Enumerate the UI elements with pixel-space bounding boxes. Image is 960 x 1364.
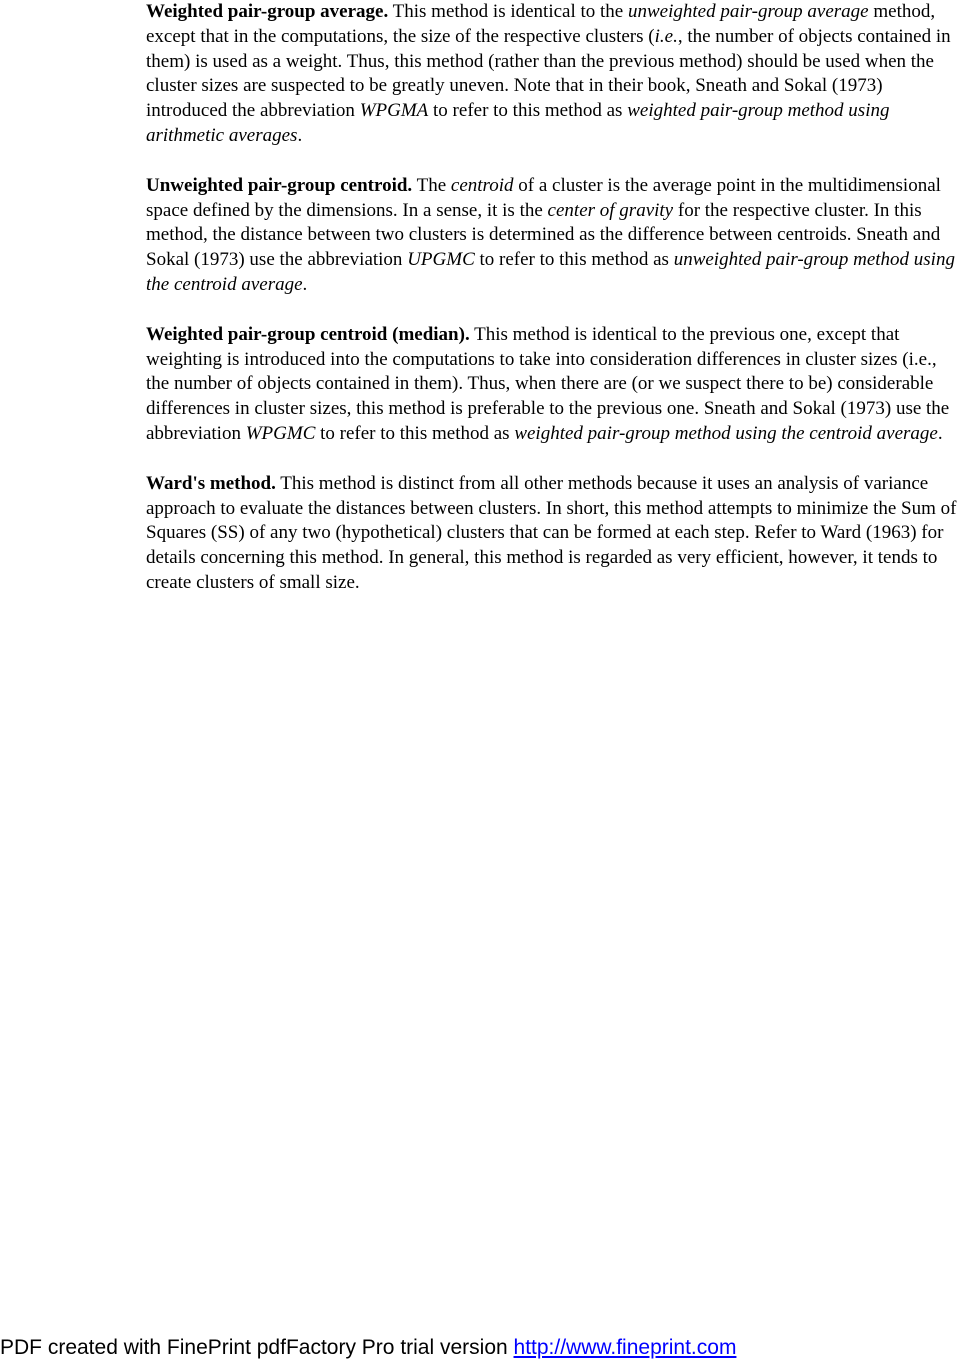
- paragraph-text: .: [297, 124, 303, 146]
- italic-term: unweighted pair-group average: [628, 1, 869, 22]
- paragraph-text: The: [412, 174, 451, 196]
- italic-term: unweighted pair-group method using the centroid average: [146, 249, 955, 295]
- paragraph-text: This method is identical to the previous one, except that weighting is introduced into the computations to take into consideration differences in cluster sizes (i.e., the number of objects contained in them). Thus, when there are (or we suspect there to be) considerable differences in cluster sizes, this method is preferable to the previous one. Sneath and Sokal (1973) use the abbreviation: [146, 323, 950, 444]
- paragraph-weighted-pair-group-centroid: [146, 323, 958, 447]
- italic-term: weighted pair-group method using the centroid average: [514, 422, 938, 444]
- paragraph-heading: Unweighted pair-group centroid.: [146, 174, 413, 196]
- paragraph-text: .: [302, 273, 308, 295]
- italic-term: weighted pair-group method using arithmetic averages: [146, 100, 890, 146]
- footer-text: PDF created with FinePrint pdfFactory Pro trial version: [0, 1336, 514, 1359]
- pdf-footer: [0, 1334, 736, 1362]
- paragraph-text: This method is distinct from all other methods because it uses an analysis of variance approach to evaluate the distances between clusters. In short, this method attempts to minimize the Sum of Squares (SS) of any two (hypothetical) clusters that can be formed at each step. Refer to Ward (1963) for details concerning this method. In general, this method is regarded as very efficient, however, it tends to create clusters of small size.: [146, 472, 957, 593]
- italic-term: center of gravity: [547, 199, 674, 221]
- paragraph-text: to refer to this method as: [474, 249, 674, 271]
- paragraph-wards-method: [146, 472, 958, 596]
- italic-term: centroid: [450, 174, 514, 196]
- paragraph-text: , the number of objects contained in them) is used as a weight. Thus, this method (rather than the previous method) should be used when the cluster sizes are suspected to be greatly uneven. Note that in their book, Sneath and Sokal (1973) introduced the abbreviation: [146, 25, 951, 122]
- paragraph-text: method, except that in the computations, the size of the respective clusters (: [146, 1, 936, 47]
- paragraph-heading: Weighted pair-group centroid (median).: [146, 323, 470, 345]
- italic-term: WPGMA: [359, 100, 429, 122]
- paragraph-text: .: [937, 422, 943, 444]
- paragraph-text: to refer to this method as: [428, 100, 628, 122]
- paragraph-heading: Weighted pair-group average.: [146, 1, 389, 22]
- paragraph-text: of a cluster is the average point in the multidimensional space defined by the dimensions. In a sense, it is the: [146, 174, 941, 221]
- footer-link[interactable]: http://www.fineprint.com: [513, 1336, 737, 1359]
- paragraph-text: This method is identical to the: [388, 1, 628, 22]
- paragraph-weighted-pair-group-average: [146, 0, 958, 149]
- italic-term: i.e.: [654, 25, 678, 47]
- paragraph-heading: Ward's method.: [146, 472, 276, 494]
- italic-term: WPGMC: [245, 422, 316, 444]
- paragraph-text: to refer to this method as: [315, 422, 515, 444]
- paragraph-unweighted-pair-group-centroid: [146, 174, 958, 298]
- italic-term: UPGMC: [407, 249, 475, 271]
- document-body: [146, 0, 958, 621]
- paragraph-text: for the respective cluster. In this method, the distance between two clusters is determined as the difference between centroids. Sneath and Sokal (1973) use the abbreviation: [146, 199, 941, 271]
